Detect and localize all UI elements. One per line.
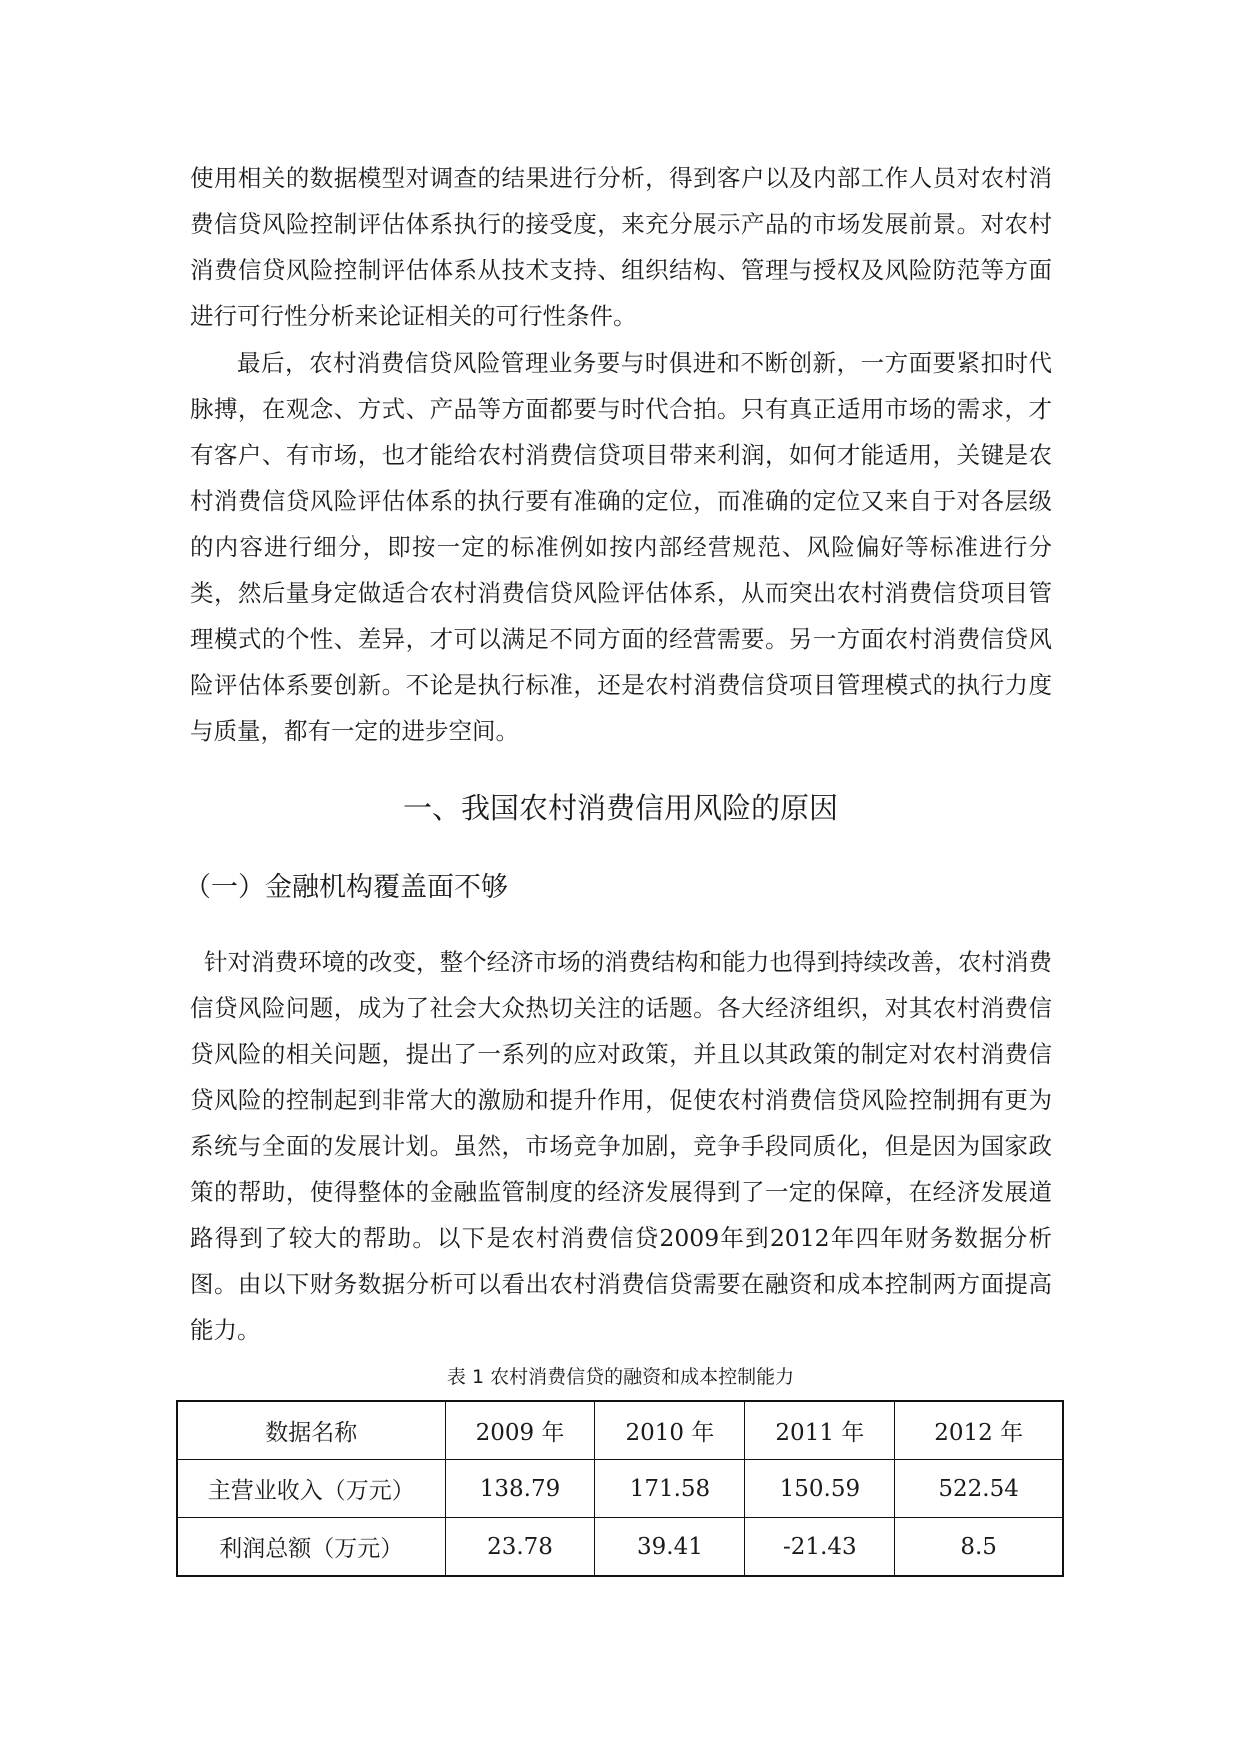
- section-heading: 一、我国农村消费信用风险的原因: [402, 791, 838, 825]
- table-cell: 39.41: [595, 1518, 745, 1577]
- financial-data-table: [176, 1400, 1064, 1577]
- table-header-row: [177, 1401, 1063, 1460]
- subsection-heading: （一）金融机构覆盖面不够: [184, 872, 508, 903]
- row-label-profit: 利润总额（万元）: [177, 1518, 445, 1577]
- table-cell: 23.78: [445, 1518, 595, 1577]
- table-cell: -21.43: [745, 1518, 895, 1577]
- table-row: [177, 1460, 1063, 1518]
- header-cell-2009: 2009 年: [445, 1401, 595, 1460]
- table-cell: 138.79: [445, 1460, 595, 1518]
- header-cell-2010: 2010 年: [595, 1401, 745, 1460]
- paragraph-innovation: 最后，农村消费信贷风险管理业务要与时俱进和不断创新，一方面要紧扣时代脉搏，在观念、方式、产品等方面都要与时代合拍。只有真正适用市场的需求，才有客户、有市场，也才能给农村消费信贷项目带来利润，如何才能适用，关键是农村消费信贷风险评估体系的执行要有准确的定位，而准确的定位又来自于对各层级的内容进行细分，即按一定的标准例如按内部经营规范、风险偏好等标准进行分类，然后量身定做适合农村消费信贷风险评估体系，从而突出农村消费信贷项目管理模式的个性、差异，才可以满足不同方面的经营需要。另一方面农村消费信贷风险评估体系要创新。不论是执行标准，还是农村消费信贷项目管理模式的执行力度与质量，都有一定的进步空间。: [190, 349, 1052, 745]
- table-cell: 522.54: [895, 1460, 1063, 1518]
- paragraph-feasibility: 使用相关的数据模型对调查的结果进行分析，得到客户以及内部工作人员对农村消费信贷风险控制评估体系执行的接受度，来充分展示产品的市场发展前景。对农村消费信贷风险控制评估体系从技术支持、组织结构、管理与授权及风险防范等方面进行可行性分析来论证相关的可行性条件。: [190, 164, 1052, 330]
- row-label-revenue: 主营业收入（万元）: [177, 1460, 445, 1518]
- header-cell-name: 数据名称: [177, 1401, 445, 1460]
- table-cell: 150.59: [745, 1460, 895, 1518]
- paragraph-consumption-environment: 针对消费环境的改变，整个经济市场的消费结构和能力也得到持续改善，农村消费信贷风险问题，成为了社会大众热切关注的话题。各大经济组织，对其农村消费信贷风险的相关问题，提出了一系列的应对政策，并且以其政策的制定对农村消费信贷风险的控制起到非常大的激励和提升作用，促使农村消费信贷风险控制拥有更为系统与全面的发展计划。虽然，市场竞争加剧，竞争手段同质化，但是因为国家政策的帮助，使得整体的金融监管制度的经济发展得到了一定的保障，在经济发展道路得到了较大的帮助。以下是农村消费信贷2009年到2012年四年财务数据分析图。由以下财务数据分析可以看出农村消费信贷需要在融资和成本控制两方面提高能力。: [190, 948, 1052, 1344]
- table-caption: 表 1 农村消费信贷的融资和成本控制能力: [446, 1366, 795, 1388]
- header-cell-2012: 2012 年: [895, 1401, 1063, 1460]
- header-cell-2011: 2011 年: [745, 1401, 895, 1460]
- table-row: [177, 1518, 1063, 1577]
- table-cell: 171.58: [595, 1460, 745, 1518]
- table-cell: 8.5: [895, 1518, 1063, 1577]
